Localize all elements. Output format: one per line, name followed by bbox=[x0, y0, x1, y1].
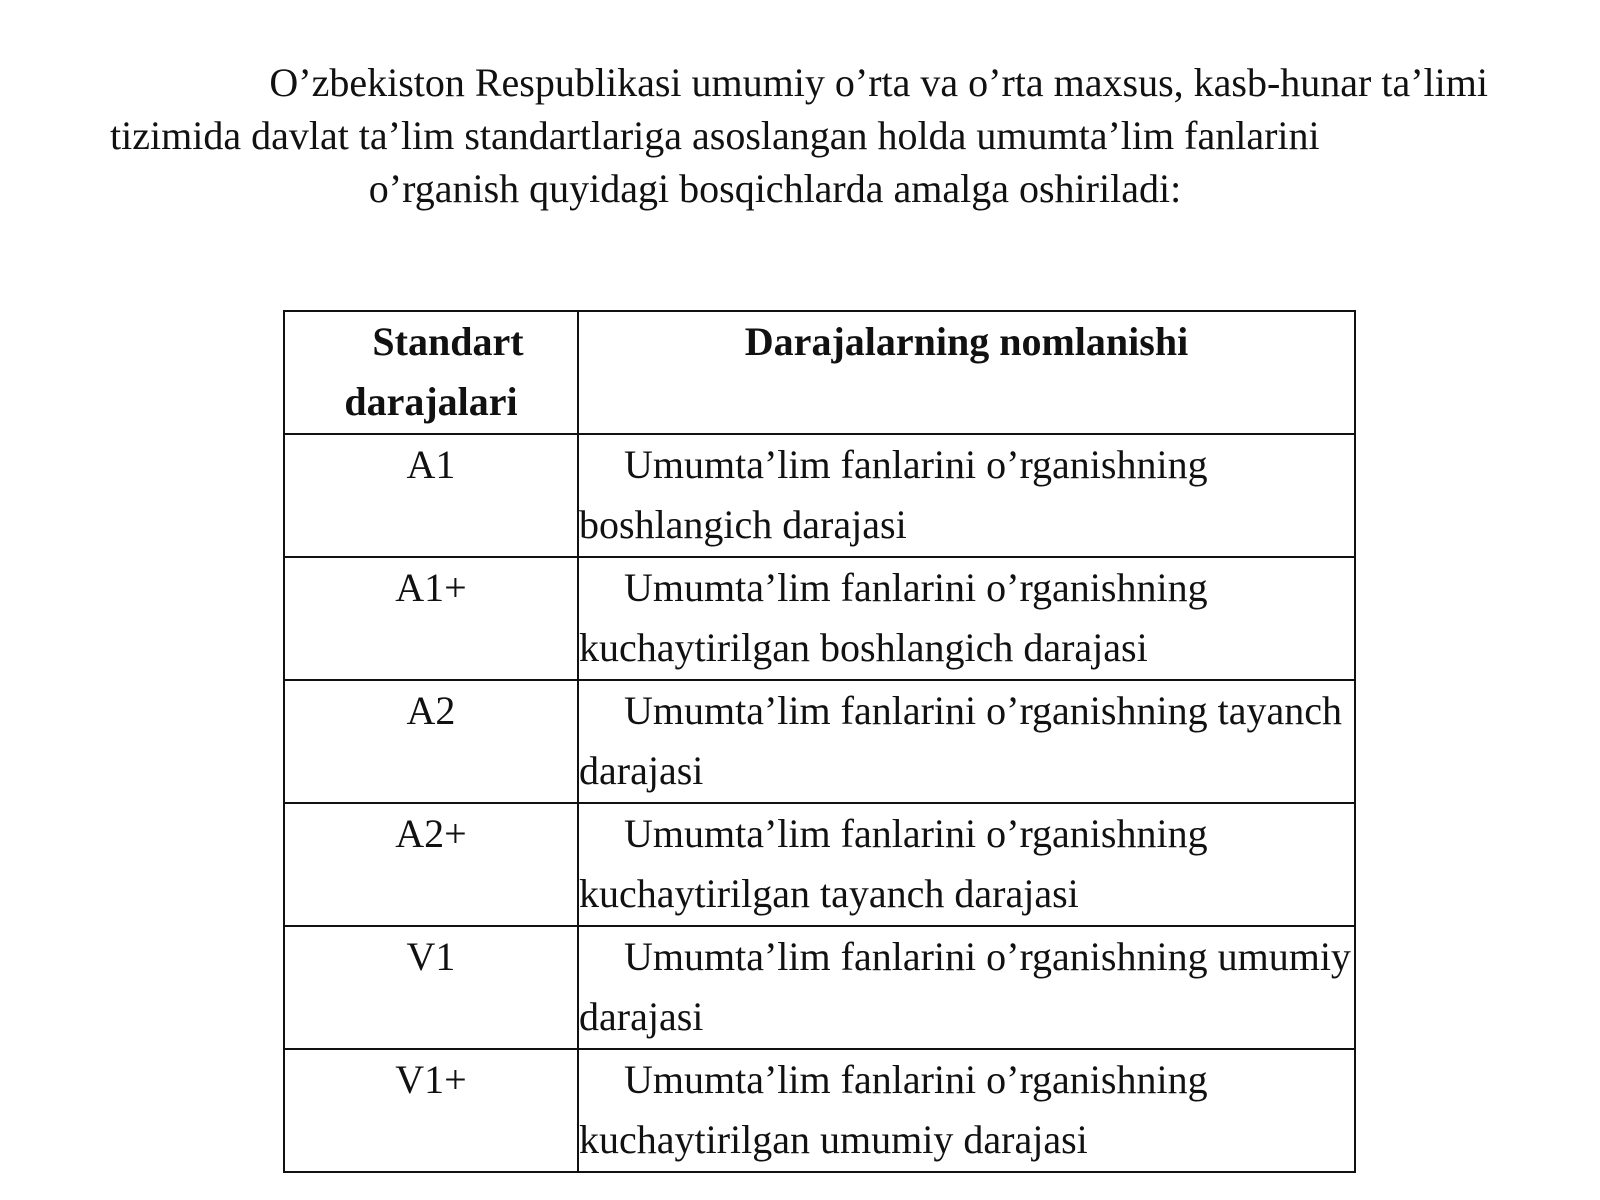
header-standard-levels-line1: Standart bbox=[372, 319, 524, 364]
level-code: A2+ bbox=[284, 803, 578, 926]
level-name: Umumta’lim fanlarini o’rganishning kuchaytirilgan umumiy darajasi bbox=[578, 1049, 1355, 1172]
level-name: Umumta’lim fanlarini o’rganishning kuchaytirilgan boshlangich darajasi bbox=[578, 557, 1355, 680]
header-level-names: Darajalarning nomlanishi bbox=[578, 311, 1355, 434]
standards-table bbox=[283, 310, 1356, 1173]
table-row bbox=[284, 803, 1355, 926]
level-name: Umumta’lim fanlarini o’rganishning tayanch darajasi bbox=[578, 680, 1355, 803]
table-row bbox=[284, 680, 1355, 803]
level-code: A2 bbox=[284, 680, 578, 803]
level-code: A1 bbox=[284, 434, 578, 557]
table-row bbox=[284, 434, 1355, 557]
level-name: Umumta’lim fanlarini o’rganishning kuchaytirilgan tayanch darajasi bbox=[578, 803, 1355, 926]
table-row bbox=[284, 1049, 1355, 1172]
intro-line-2: tizimida davlat ta’lim standartlariga asoslangan holda umumta’lim fanlarini bbox=[110, 113, 1320, 158]
intro-line-3: o’rganish quyidagi bosqichlarda amalga oshiriladi: bbox=[368, 166, 1182, 211]
header-standard-levels bbox=[284, 311, 578, 434]
level-code: V1 bbox=[284, 926, 578, 1049]
intro-line-1: O’zbekiston Respublikasi umumiy o’rta va o’rta maxsus, kasb-hunar ta’limi bbox=[269, 60, 1488, 105]
level-name: Umumta’lim fanlarini o’rganishning boshlangich darajasi bbox=[578, 434, 1355, 557]
table-row bbox=[284, 557, 1355, 680]
intro-paragraph bbox=[110, 56, 1500, 215]
table-header-row bbox=[284, 311, 1355, 434]
table-row bbox=[284, 926, 1355, 1049]
level-code: A1+ bbox=[284, 557, 578, 680]
header-standard-levels-line2: darajalari bbox=[344, 379, 518, 424]
level-name: Umumta’lim fanlarini o’rganishning umumiy darajasi bbox=[578, 926, 1355, 1049]
level-code: V1+ bbox=[284, 1049, 578, 1172]
